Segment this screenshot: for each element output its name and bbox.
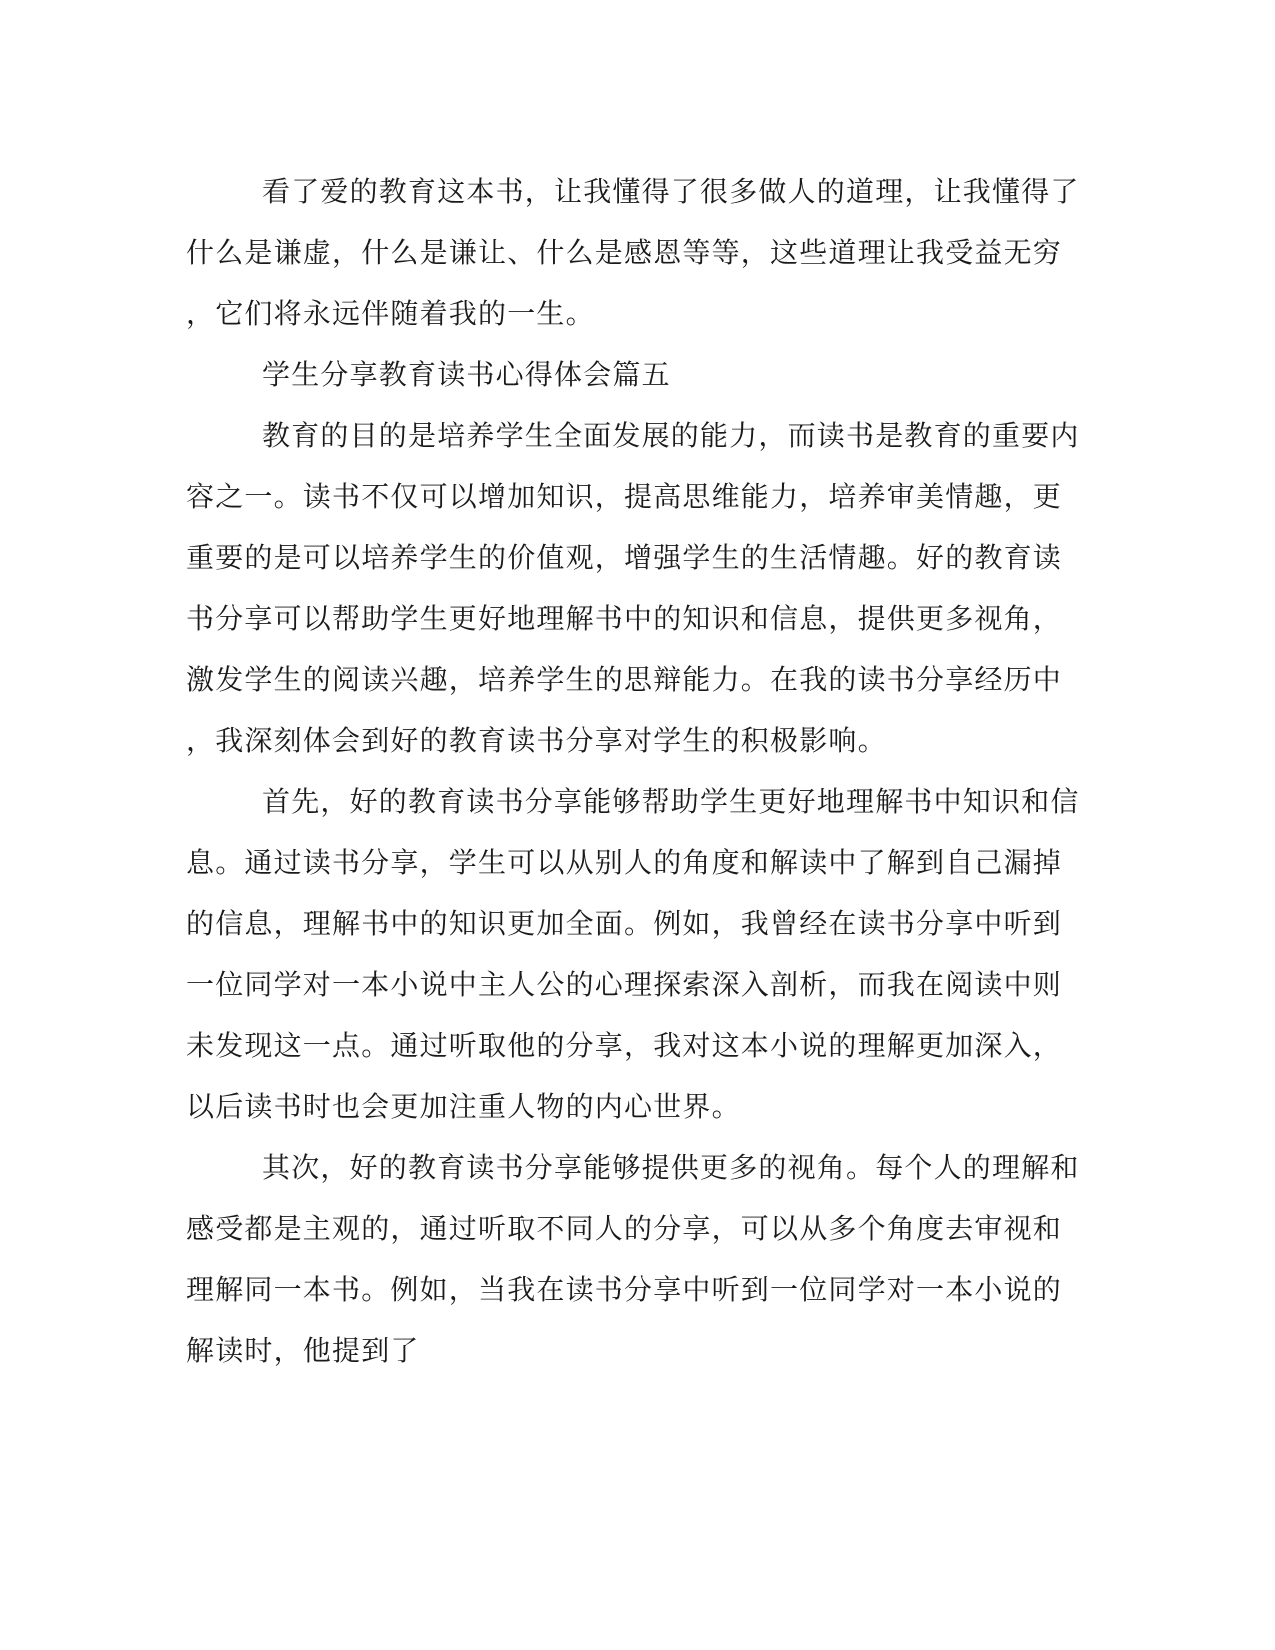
text-line: 看了爱的教育这本书，让我懂得了很多做人的道理，让我懂得了 bbox=[262, 175, 1080, 208]
text-line: 首先，好的教育读书分享能够帮助学生更好地理解书中知识和信 bbox=[262, 785, 1080, 818]
text-line: ，它们将永远伴随着我的一生。 bbox=[186, 297, 595, 330]
text-line: 未发现这一点。通过听取他的分享，我对这本小说的理解更加深入， bbox=[186, 1029, 1063, 1062]
text-line: 什么是谦虚，什么是谦让、什么是感恩等等，这些道理让我受益无穷 bbox=[186, 236, 1063, 269]
text-line: 息。通过读书分享，学生可以从别人的角度和解读中了解到自己漏掉 bbox=[186, 846, 1063, 879]
text-line: 的信息，理解书中的知识更加全面。例如，我曾经在读书分享中听到 bbox=[186, 907, 1063, 940]
text-line: 感受都是主观的，通过听取不同人的分享，可以从多个角度去审视和 bbox=[186, 1212, 1063, 1245]
text-line: 书分享可以帮助学生更好地理解书中的知识和信息，提供更多视角， bbox=[186, 602, 1063, 635]
text-line: 容之一。读书不仅可以增加知识，提高思维能力，培养审美情趣，更 bbox=[186, 480, 1063, 513]
document-body bbox=[186, 161, 1080, 1381]
text-line: 以后读书时也会更加注重人物的内心世界。 bbox=[186, 1090, 741, 1123]
text-line: ，我深刻体会到好的教育读书分享对学生的积极影响。 bbox=[186, 724, 887, 757]
text-line: 理解同一本书。例如，当我在读书分享中听到一位同学对一本小说的 bbox=[186, 1273, 1063, 1306]
text-line: 激发学生的阅读兴趣，培养学生的思辩能力。在我的读书分享经历中 bbox=[186, 663, 1063, 696]
paragraph-3 bbox=[186, 771, 1080, 1137]
paragraph-1 bbox=[186, 161, 1080, 344]
text-line: 一位同学对一本小说中主人公的心理探索深入剖析，而我在阅读中则 bbox=[186, 968, 1063, 1001]
text-line: 其次，好的教育读书分享能够提供更多的视角。每个人的理解和 bbox=[262, 1151, 1080, 1184]
paragraph-2 bbox=[186, 405, 1080, 771]
text-line: 解读时，他提到了 bbox=[186, 1334, 420, 1367]
text-line: 教育的目的是培养学生全面发展的能力，而读书是教育的重要内 bbox=[262, 419, 1080, 452]
section-title: 学生分享教育读书心得体会篇五 bbox=[262, 358, 671, 391]
text-line: 重要的是可以培养学生的价值观，增强学生的生活情趣。好的教育读 bbox=[186, 541, 1063, 574]
section-heading bbox=[186, 344, 1066, 405]
paragraph-4 bbox=[186, 1137, 1080, 1381]
